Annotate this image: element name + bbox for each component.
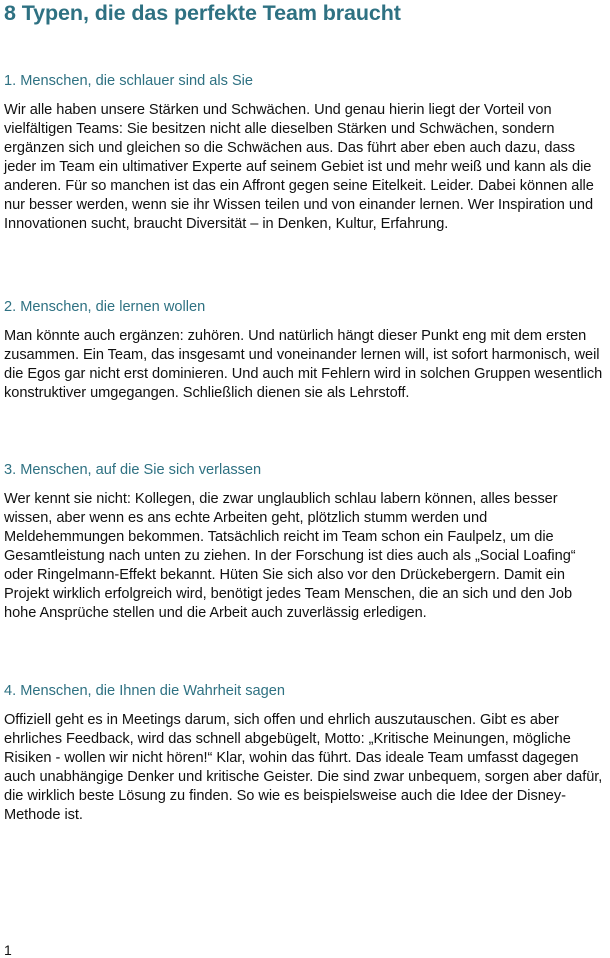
section-4 xyxy=(4,682,606,825)
page-number: 1 xyxy=(4,942,12,958)
section-paragraph: Man könnte auch ergänzen: zuhören. Und natürlich hängt dieser Punkt eng mit dem ersten zusammen. Ein Team, das insgesamt und voneinander lernen will, ist sofort harmonisch, weil die Egos gar nicht erst dominieren. Und auch mit Fehlern wird in solchen Gruppen wesentlich konstruktiver umgegangen. Schließlich dienen sie als Lehrstoff. xyxy=(4,328,603,401)
section-2 xyxy=(4,298,606,403)
section-3 xyxy=(4,461,606,623)
section-1 xyxy=(4,72,606,234)
section-paragraph: Wir alle haben unsere Stärken und Schwächen. Und genau hierin liegt der Vorteil von vielfältigen Teams: Sie besitzen nicht alle dieselben Stärken und Schwächen, sondern ergänzen sich und gleichen so die Schwächen aus. Das führt aber eben auch dazu, dass jeder im Team ein ultimativer Experte auf seinem Gebiet ist und mehr weiß und kann als die anderen. Für so manchen ist das ein Affront gegen seine Eitelkeit. Leider. Dabei können alle nur besser werden, wenn sie ihr Wissen teilen und von einander lernen. Wer Inspiration und Innovationen sucht, braucht Diversität – in Denken, Kultur, Erfahrung. xyxy=(4,102,594,232)
page-title: 8 Typen, die das perfekte Team braucht xyxy=(4,1,401,25)
section-heading: 1. Menschen, die schlauer sind als Sie xyxy=(4,73,254,89)
section-paragraph: Wer kennt sie nicht: Kollegen, die zwar unglaublich schlau labern können, alles besser wissen, aber wenn es ans echte Arbeiten geht, plötzlich stumm werden und Meldehemmungen bekommen. Tatsächlich reicht im Team schon ein Faulpelz, um die Gesamtleistung nach unten zu ziehen. In der Forschung ist dies auch als „Social Loafing“ oder Ringelmann-Effekt bekannt. Hüten Sie sich also vor den Drückebergern. Damit ein Projekt wirklich erfolgreich wird, benötigt jedes Team Menschen, die an sich und den Job hohe Ansprüche stellen und die Arbeit auch zuverlässig erledigen. xyxy=(4,491,576,621)
section-heading: 2. Menschen, die lernen wollen xyxy=(4,299,206,315)
section-paragraph: Offiziell geht es in Meetings darum, sich offen und ehrlich auszutauschen. Gibt es aber ehrliches Feedback, wird das schnell abgebügelt, Motto: „Kritische Meinungen, mögliche Risiken - wollen wir nicht hören!“ Klar, wohin das führt. Das ideale Team umfasst dagegen auch unabhängige Denker und kritische Geister. Die sind zwar unbequem, sorgen aber dafür, die wirklich beste Lösung zu finden. So wie es beispielsweise auch die Idee der Disney-Methode ist. xyxy=(4,712,603,823)
section-heading: 3. Menschen, auf die Sie sich verlassen xyxy=(4,462,262,478)
section-heading: 4. Menschen, die Ihnen die Wahrheit sagen xyxy=(4,683,285,699)
